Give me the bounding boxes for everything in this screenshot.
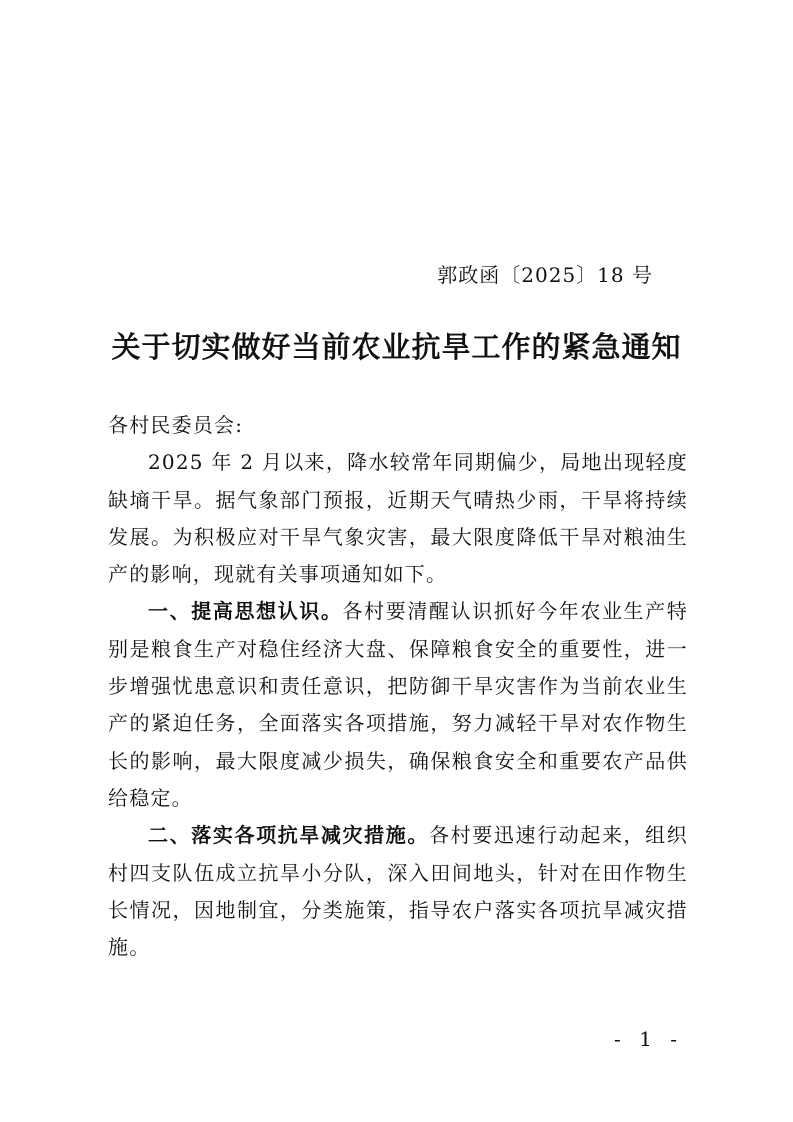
document-number: 郭政函〔2025〕18 号	[437, 263, 653, 287]
intro-paragraph: 2025 年 2 月以来，降水较常年同期偏少，局地出现轻度缺墒干旱。据气象部门预报，近期天气晴热少雨，干旱将持续发展。为积极应对干旱气象灾害，最大限度降低干旱对粮油生产的影响，现就有关事项通知如下。	[108, 450, 688, 587]
section-paragraph-1	[108, 593, 688, 817]
document-body	[108, 407, 688, 966]
section-paragraph-2	[108, 817, 688, 966]
section-heading-2: 二、落实各项抗旱减灾措施。	[148, 823, 430, 848]
section-heading-1: 一、提高思想认识。	[148, 599, 343, 624]
section-text-2: 各村要迅速行动起来，组织村四支队伍成立抗旱小分队，深入田间地头，针对在田作物生长情况，因地制宜，分类施策，指导农户落实各项抗旱减灾措施。	[108, 823, 688, 960]
page-number: - 1 -	[614, 1027, 683, 1051]
document-title: 关于切实做好当前农业抗旱工作的紧急通知	[111, 330, 682, 364]
salutation: 各村民委员会:	[108, 413, 244, 437]
section-text-1: 各村要清醒认识抓好今年农业生产特别是粮食生产对稳住经济大盘、保障粮食安全的重要性，进一步增强忧患意识和责任意识，把防御干旱灾害作为当前农业生产的紧迫任务，全面落实各项措施，努力减轻干旱对农作物生长的影响，最大限度减少损失，确保粮食安全和重要农产品供给稳定。	[108, 599, 688, 810]
